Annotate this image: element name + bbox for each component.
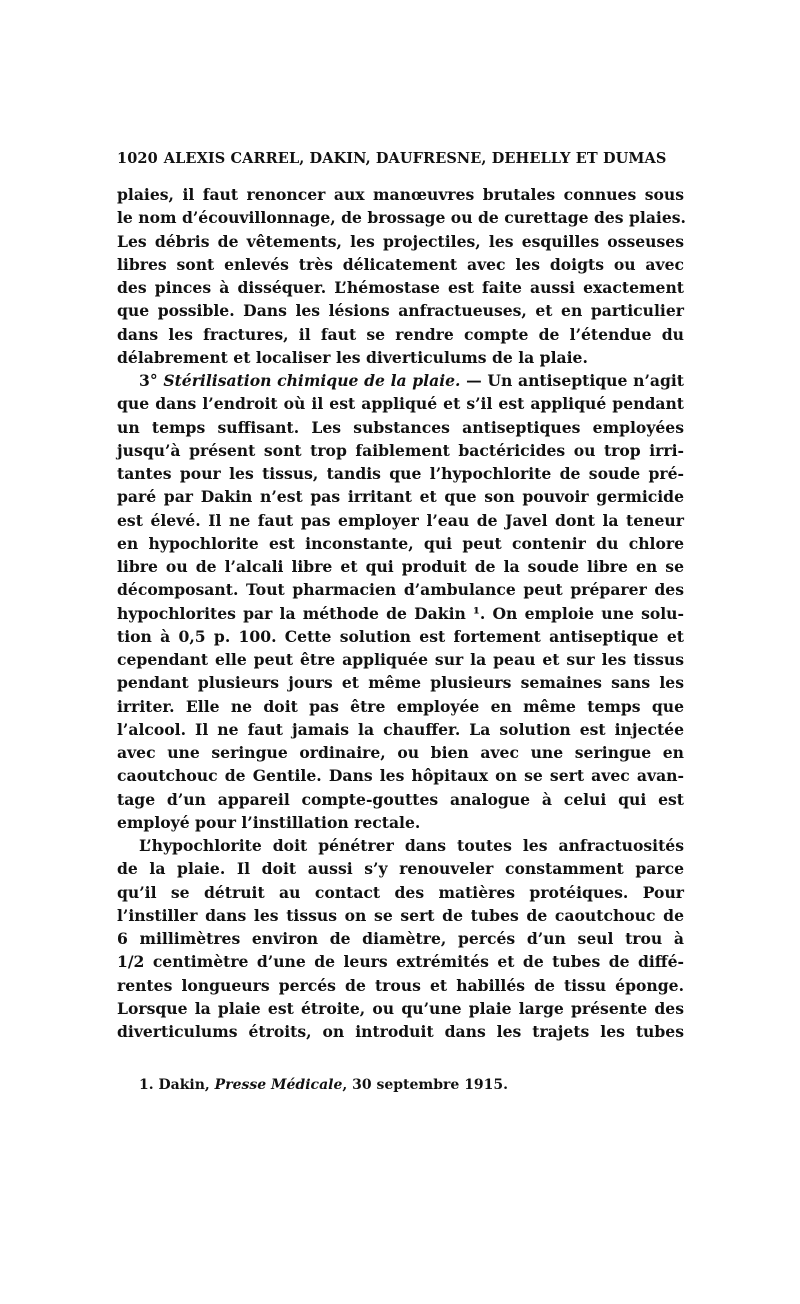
text-line: 6 millimètres environ de diamètre, percés d’un seul trou à — [117, 929, 684, 948]
text-line: cependant elle peut être appliquée sur la peau et sur les tissus — [117, 650, 684, 669]
text-line: L’hypochlorite doit pénétrer dans toutes les anfractuosités — [139, 836, 684, 855]
text-line-footnote-ref: hypochlorites par la méthode de Dakin ¹. On emploie une solu- — [117, 603, 684, 623]
text-line: qu’il se détruit au contact des matières protéiques. Pour — [117, 882, 684, 902]
section-title: Stérilisation chimique de la plaie. — [163, 371, 461, 390]
text-line: en hypochlorite est inconstante, qui peut contenir du chlore — [117, 533, 684, 553]
text-line: l’instiller dans les tissus on se sert de tubes de caoutchouc de — [117, 905, 684, 925]
paragraph-1 — [117, 183, 684, 369]
section-number: 3° — [139, 371, 158, 390]
section-heading-line — [117, 369, 684, 392]
text-line: 1/2 centimètre d’une de leurs extrémités et de tubes de diffé- — [117, 952, 684, 972]
footnote-rest: , 30 septembre 1915. — [342, 1077, 509, 1094]
text-line: de la plaie. Il doit aussi s’y renouveler constamment parce — [117, 859, 684, 879]
text-line: un temps suffisant. Les substances antiseptiques employées — [117, 417, 684, 437]
text-line: paré par Dakin n’est pas irritant et que son pouvoir germicide — [117, 487, 684, 507]
footnote-journal: Presse Médicale — [214, 1077, 343, 1094]
text-line: libres sont enlevés très délicatement avec les doigts ou avec — [117, 254, 684, 274]
text-line: des pinces à disséquer. L’hémostase est faite aussi exactement — [117, 278, 684, 297]
text-line: l’alcool. Il ne faut jamais la chauffer. La solution est injectée — [117, 719, 684, 739]
text-line: dans les fractures, il faut se rendre compte de l’étendue du — [117, 324, 684, 344]
running-head-authors: ALEXIS CARREL, DAKIN, DAUFRESNE, DEHELLY ET DUMAS — [163, 150, 667, 167]
text-line: délabrement et localiser les diverticulums de la plaie. — [117, 347, 588, 367]
text-line: rentes longueurs percés de trous et habillés de tissu éponge. — [117, 975, 684, 995]
text-line: libre ou de l’alcali libre et qui produit de la soude libre en se — [117, 557, 684, 576]
text-line: décomposant. Tout pharmacien d’ambulance peut préparer des — [117, 580, 684, 600]
text-line: que possible. Dans les lésions anfractueuses, et en particulier — [117, 301, 684, 321]
page — [117, 150, 684, 1093]
text-line: Les débris de vêtements, les projectiles, les esquilles osseuses — [117, 231, 684, 251]
footnote — [117, 1077, 684, 1093]
running-head — [117, 150, 684, 167]
text-line: tantes pour les tissus, tandis que l’hypochlorite de soude pré- — [117, 464, 684, 483]
footnote-marker: 1. — [139, 1077, 154, 1094]
body-text — [117, 183, 684, 1043]
text-line: avec une seringue ordinaire, ou bien avec une seringue en — [117, 743, 684, 762]
text-line: tage d’un appareil compte-gouttes analogue à celui qui est — [117, 789, 684, 809]
text-line: jusqu’à présent sont trop faiblement bactéricides ou trop irri- — [117, 440, 684, 460]
text-line: que dans l’endroit où il est appliqué et s’il est appliqué pendant — [117, 394, 684, 414]
text-line: irriter. Elle ne doit pas être employée en même temps que — [117, 696, 684, 716]
text-line: Lorsque la plaie est étroite, ou qu’une plaie large présente des — [117, 998, 684, 1018]
paragraph-2 — [117, 369, 684, 834]
page-number: 1020 — [117, 150, 158, 167]
text-line: pendant plusieurs jours et même plusieurs semaines sans les — [117, 673, 684, 693]
text-line: diverticulums étroits, on introduit dans les trajets les tubes — [117, 1022, 684, 1041]
footnote-author: Dakin, — [158, 1077, 210, 1094]
section-first-line-rest: — Un antiseptique n’agit — [460, 371, 685, 390]
text-line: plaies, il faut renoncer aux manœuvres brutales connues sous — [117, 185, 684, 204]
text-line: est élevé. Il ne faut pas employer l’eau de Javel dont la teneur — [117, 510, 684, 530]
text-line: le nom d’écouvillonnage, de brossage ou de curettage des plaies. — [117, 208, 686, 228]
text-line: employé pour l’instillation rectale. — [117, 812, 421, 832]
text-line: caoutchouc de Gentile. Dans les hôpitaux on se sert avec avan- — [117, 766, 684, 786]
text-line: tion à 0,5 p. 100. Cette solution est fortement antiseptique et — [117, 626, 684, 646]
paragraph-3 — [117, 834, 684, 1043]
